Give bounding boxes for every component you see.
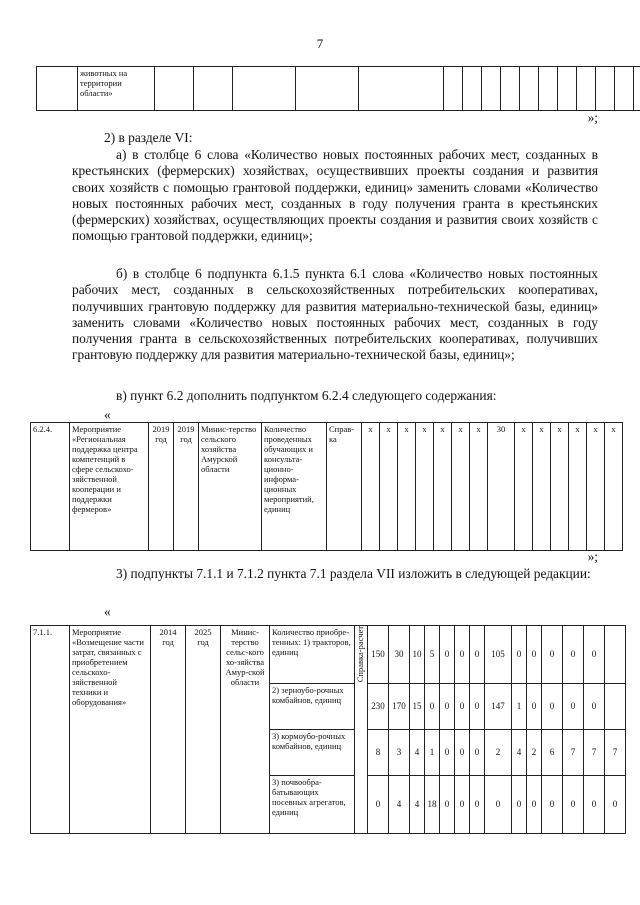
value-cell: 0	[440, 684, 455, 730]
indicator-forage-harvesters: 3) кормоубо-рочных комбайнов, единиц	[270, 730, 355, 776]
table-711	[30, 625, 626, 834]
value-cell: 0	[584, 626, 605, 684]
source: Справ-ка	[327, 423, 362, 551]
paragraph-3: 3) подпункты 7.1.1 и 7.1.2 пункта 7.1 раздела VII изложить в следующей редакции:	[116, 566, 591, 581]
source-cell	[355, 626, 368, 834]
value-cell: 150	[368, 626, 389, 684]
indicator: Количество проведенных обучающих и консульта-ционно-информа-ционных мероприятий, единиц	[262, 423, 327, 551]
value-cell: 0	[584, 776, 605, 834]
value-cell: 0	[512, 626, 527, 684]
value-cell: 0	[527, 626, 542, 684]
value-cell: 0	[563, 776, 584, 834]
value-cell: x	[551, 423, 569, 551]
value-cell: 15	[410, 684, 425, 730]
value-cell: 0	[455, 730, 470, 776]
value-cell: 1	[512, 684, 527, 730]
value-cell: 0	[455, 684, 470, 730]
value-cell: 0	[470, 730, 485, 776]
page-number: 7	[316, 36, 324, 51]
row-number: 7.1.1.	[31, 626, 70, 834]
value-cell: 0	[455, 626, 470, 684]
value-cell: 7	[605, 730, 626, 776]
executor: Минис-терство сельс-кого хо-зяйства Амур-ской области	[221, 626, 270, 834]
value-cell: 0	[542, 776, 563, 834]
value-cell: x	[515, 423, 533, 551]
value-cell: 1	[425, 730, 440, 776]
value-cell: x	[605, 423, 623, 551]
opening-quote-2: «	[104, 604, 111, 619]
value-cell: 4	[389, 776, 410, 834]
top-table	[36, 66, 640, 111]
value-cell: 6	[542, 730, 563, 776]
value-cell: 5	[425, 626, 440, 684]
year-end: 2019 год	[174, 423, 199, 551]
value-cell: x	[434, 423, 452, 551]
paragraph-v: в) пункт 6.2 дополнить подпунктом 6.2.4 следующего содержания:	[116, 388, 497, 403]
value-cell: 0	[542, 684, 563, 730]
value-cell: 8	[368, 730, 389, 776]
value-cell: 0	[455, 776, 470, 834]
value-cell: 0	[470, 626, 485, 684]
source: Справка-расчет	[355, 626, 365, 683]
value-cell: x	[398, 423, 416, 551]
value-cell: 0	[527, 684, 542, 730]
section-intro: 2) в разделе VI:	[104, 130, 193, 145]
value-cell: 0	[368, 776, 389, 834]
value-cell: x	[587, 423, 605, 551]
value-cell: 105	[485, 626, 512, 684]
value-cell: 30	[488, 423, 515, 551]
value-cell: 3	[389, 730, 410, 776]
paragraph-b: б) в столбце 6 подпункта 6.1.5 пункта 6.1 слова «Количество новых постоянных рабочих мест, созданных в сельскохозяйственных потребительских кооперативах, получивших грантовую поддержку для развития материально-технической базы, единиц» заменить словами «Количество новых постоянных рабочих мест, созданных в году получения гранта в сельскохозяйственных потребительских кооперативах, получивших грантовую поддержку для развития материально-технической базы, единиц»;	[72, 266, 598, 363]
value-cell: x	[416, 423, 434, 551]
indicator-tractors: Количество приобре-тенных: 1) тракторов, единиц	[270, 626, 355, 684]
value-cell: 0	[485, 776, 512, 834]
opening-quote-1: «	[104, 407, 111, 422]
year-end: 2025 год	[186, 626, 221, 834]
value-cell: 7	[563, 730, 584, 776]
value-cell: x	[470, 423, 488, 551]
executor: Минис-терство сельского хозяйства Амурской области	[199, 423, 262, 551]
year-start: 2019 год	[149, 423, 174, 551]
value-cell: 4	[410, 776, 425, 834]
value-cell: 4	[410, 730, 425, 776]
year-start: 2014 год	[151, 626, 186, 834]
indicator-tillage-units: 3) почвообра-батывающих посевных агрегатов, единиц	[270, 776, 355, 834]
value-cell: x	[533, 423, 551, 551]
value-cell: 0	[440, 776, 455, 834]
value-cell: 18	[425, 776, 440, 834]
closing-quote-middle: »;	[587, 549, 598, 564]
indicator-harvesters: 2) зерноубо-рочных комбайнов, единиц	[270, 684, 355, 730]
value-cell: 0	[527, 776, 542, 834]
row-number: 6.2.4.	[31, 423, 70, 551]
value-cell: 0	[470, 684, 485, 730]
event-name: Мероприятие «Возмещение части затрат, связанных с приобретением сельскохо-зяйственной техники и оборудования»	[70, 626, 151, 834]
paragraph-a: а) в столбце 6 слова «Количество новых постоянных рабочих мест, созданных в крестьянских (фермерских) хозяйствах, осуществивших проекты создания и развития своих хозяйств с помощью грантовой поддержки, единиц» заменить словами «Количество новых постоянных рабочих мест, созданных в году получения гранта в крестьянских (фермерских) хозяйствах, осуществляющих проекты создания и развития своих хозяйств с помощью грантовой поддержки, единиц»;	[72, 147, 598, 244]
value-cell: 0	[440, 730, 455, 776]
value-cell: 10	[410, 626, 425, 684]
value-cell: 0	[440, 626, 455, 684]
value-cell: x	[452, 423, 470, 551]
event-name: Мероприятие «Региональная поддержка центра компетенций в сфере сельскохо-зяйственной кооперации и поддержки фермеров»	[70, 423, 149, 551]
closing-quote-top: »;	[587, 110, 598, 125]
value-cell: 0	[584, 684, 605, 730]
value-cell	[605, 626, 626, 684]
value-cell: 0	[563, 626, 584, 684]
value-cell: 147	[485, 684, 512, 730]
value-cell: 230	[368, 684, 389, 730]
value-cell: 0	[512, 776, 527, 834]
value-cell: 0	[605, 776, 626, 834]
value-cell: 0	[542, 626, 563, 684]
table-624	[30, 422, 623, 551]
value-cell: 30	[389, 626, 410, 684]
value-cell: 0	[470, 776, 485, 834]
value-cell: 0	[425, 684, 440, 730]
top-table-text: животных на территории области»	[78, 67, 155, 111]
value-cell: x	[569, 423, 587, 551]
value-cell: 0	[563, 684, 584, 730]
value-cell: x	[362, 423, 380, 551]
value-cell: 2	[527, 730, 542, 776]
value-cell	[605, 684, 626, 730]
value-cell: 4	[512, 730, 527, 776]
value-cell: 170	[389, 684, 410, 730]
value-cell: 7	[584, 730, 605, 776]
value-cell: 2	[485, 730, 512, 776]
value-cell: x	[380, 423, 398, 551]
